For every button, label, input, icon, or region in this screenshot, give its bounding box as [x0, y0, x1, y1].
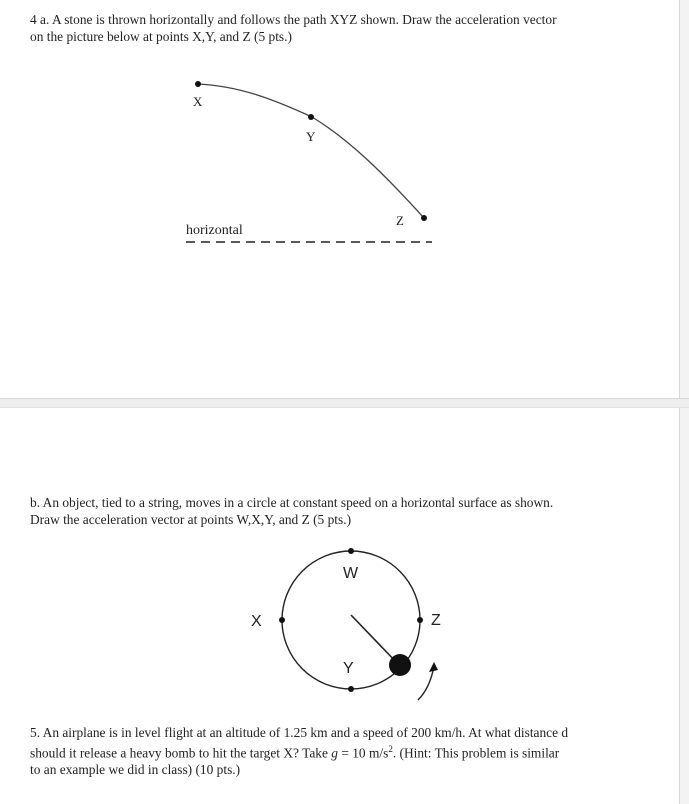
- question-4a-text: 4 a. A stone is thrown horizontally and follows the path XYZ shown. Draw the acceleration vector on the picture below at points X,Y, and Z (5 pts.): [30, 12, 557, 44]
- object-ball: [389, 654, 411, 676]
- label-y: Y: [343, 660, 354, 677]
- point-x-dot: [195, 81, 201, 87]
- q5-text-part-3: . (Hint: This problem is similar to an example we did in class) (10 pts.): [30, 745, 560, 778]
- g-symbol: g: [331, 745, 338, 761]
- page-2: [0, 408, 680, 804]
- point-y-dot: [308, 114, 314, 120]
- q5-text-part-1: 5. An airplane is in level flight at an altitude of 1.25 km and a speed of 200 km/h. At what distance d should it release a heavy bomb to hit the target X? Take: [30, 725, 569, 761]
- label-x: X: [193, 94, 203, 109]
- label-z: Z: [396, 213, 404, 228]
- label-z: Z: [431, 612, 441, 629]
- page-1: [0, 0, 680, 398]
- exponent: 2: [388, 744, 393, 754]
- point-y-dot: [348, 686, 354, 692]
- label-y: Y: [306, 129, 316, 144]
- page-separator: [0, 398, 689, 408]
- point-z-dot: [421, 215, 427, 221]
- q5-text-part-2: = 10 m/s: [337, 745, 389, 761]
- direction-arrowhead-icon: [429, 662, 438, 672]
- trajectory-curve: [198, 84, 424, 218]
- string-line: [351, 615, 399, 665]
- label-w: W: [343, 565, 359, 582]
- point-z-dot: [417, 617, 423, 623]
- horizontal-label: horizontal: [186, 223, 243, 238]
- question-4b-text: b. An object, tied to a string, moves in a circle at constant speed on a horizontal surface as shown. Draw the acceleration vector at points W,X,Y, and Z (5 pts.): [30, 495, 554, 527]
- question-5-text: [30, 724, 570, 778]
- point-x-dot: [279, 617, 285, 623]
- projectile-diagram: [0, 0, 679, 398]
- label-x: X: [251, 613, 262, 630]
- point-w-dot: [348, 548, 354, 554]
